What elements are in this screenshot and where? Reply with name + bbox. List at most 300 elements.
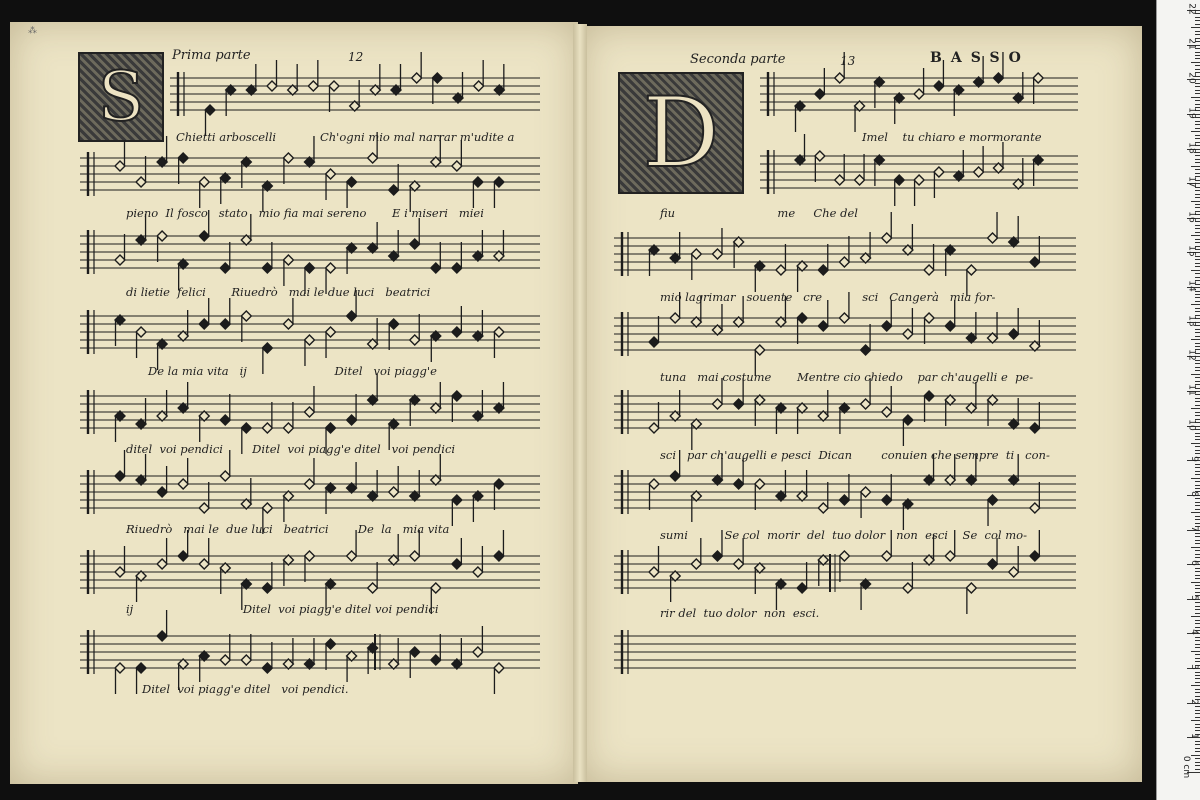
note-head [861,345,871,355]
ruler-tick [1195,332,1200,333]
ruler-tick [1195,65,1200,66]
ruler-tick [1195,169,1200,170]
ruler-tick [1195,696,1200,697]
note-head [267,81,277,91]
ruler-tick [1195,765,1200,766]
note-head [115,161,125,171]
ruler-tick [1195,748,1200,749]
ruler-tick [1195,751,1200,752]
ruler-tick [1191,304,1200,305]
note-head [115,663,125,673]
ruler-number: 20 [1186,72,1197,84]
ruler-number: 3 [1189,664,1200,670]
ruler-tick [1195,381,1200,382]
ruler-tick [1195,706,1200,707]
ruler-number: 18 [1186,141,1197,154]
ruler-number: 2 [1189,698,1200,705]
ruler-tick [1191,720,1200,721]
decorated-initial-d: D [618,72,744,194]
note-head [974,167,984,177]
ruler-tick [1195,20,1200,21]
note-head [262,663,272,673]
note-head [115,567,125,577]
ruler-tick [1195,675,1200,676]
note-head [262,263,272,273]
ruler-tick [1195,519,1200,520]
ruler-tick [1195,336,1200,337]
note-head [326,327,336,337]
ruler-tick [1195,86,1200,87]
note-head [835,73,845,83]
note-head [308,81,318,91]
note-head [734,559,744,569]
note-head [410,647,420,657]
ruler-tick [1195,498,1200,499]
note-head [452,263,462,273]
ruler-tick [1191,755,1200,756]
ruler-tick [1195,568,1200,569]
ruler-tick [1191,201,1200,202]
ruler-tick [1195,727,1200,728]
ruler-number: 6 [1189,560,1200,567]
ruler-tick [1195,138,1200,139]
note-head [670,471,680,481]
right-part-label: Seconda parte [690,52,786,67]
note-head [835,175,845,185]
library-stamp-mark: ⁂ [28,26,37,36]
ruler-tick [1195,543,1200,544]
ruler-tick [1195,516,1200,517]
note-head [205,105,215,115]
note-head [649,567,659,577]
note-head [412,73,422,83]
note-head [157,631,167,641]
note-head [494,479,504,489]
note-head [966,265,976,275]
ruler-number: 11 [1186,384,1197,396]
note-head [410,335,420,345]
note-head [157,231,167,241]
note-head [882,551,892,561]
lyric-line: fiu me Che del [660,206,858,220]
note-head [945,321,955,331]
note-head [1030,257,1040,267]
ruler-tick [1195,363,1200,364]
ruler-tick [1191,235,1200,236]
ruler-tick [1195,623,1200,624]
note-head [389,487,399,497]
ruler-tick [1195,654,1200,655]
ruler-tick [1195,644,1200,645]
note-head [691,559,701,569]
ruler-number: 19 [1186,107,1197,119]
note-head [329,81,339,91]
note-head [220,319,230,329]
ruler-number: 9 [1189,456,1200,463]
note-head [304,407,314,417]
ruler-tick [1191,270,1200,271]
ruler-tick [1195,453,1200,454]
note-head [304,263,314,273]
left-page-number: 12 [348,50,364,64]
ruler-tick [1195,190,1200,191]
note-head [924,265,934,275]
note-head [755,479,765,489]
ruler-tick [1195,194,1200,195]
ruler-tick [1195,769,1200,770]
note-head [347,311,357,321]
note-head [861,487,871,497]
ruler-tick [1195,232,1200,233]
note-head [649,337,659,347]
note-head [368,153,378,163]
ruler-tick [1191,685,1200,686]
ruler-tick [1195,52,1200,53]
ruler-tick [1195,273,1200,274]
note-head [304,479,314,489]
lyric-line: Ditel voi piagg'e ditel voi pendici. [142,682,349,696]
note-head [839,313,849,323]
ruler-tick [1195,367,1200,368]
lyric-line: mio lagrimar souente cre sci Cangerà mia for- [660,290,996,304]
ruler-tick [1195,724,1200,725]
note-head [473,177,483,187]
ruler-tick [1195,242,1200,243]
ruler-number: 15 [1186,245,1197,258]
ruler-tick [1195,481,1200,482]
ruler-tick [1195,592,1200,593]
ruler-unit-label: 0 cm [1180,755,1191,779]
lyric-line: Imel tu chiaro e mormorante [862,130,1042,144]
note-head [283,153,293,163]
ruler-tick [1195,90,1200,91]
note-head [712,249,722,259]
note-head [431,583,441,593]
ruler-tick [1195,225,1200,226]
note-head [199,231,209,241]
ruler-tick [1195,533,1200,534]
ruler-tick [1195,415,1200,416]
ruler-tick [1195,523,1200,524]
note-head [389,319,399,329]
note-head [178,479,188,489]
note-head [1033,73,1043,83]
ruler-tick [1195,266,1200,267]
note-head [494,663,504,673]
note-head [924,313,934,323]
note-head [220,263,230,273]
ruler-tick [1195,433,1200,434]
note-head [199,319,209,329]
ruler-tick [1191,616,1200,617]
note-head [988,559,998,569]
note-head [494,327,504,337]
right-page-number: 13 [840,54,856,68]
ruler-tick [1195,162,1200,163]
note-head [473,567,483,577]
note-head [347,415,357,425]
ruler-tick [1195,762,1200,763]
ruler-tick [1195,412,1200,413]
decorated-initial-s: S [78,52,164,142]
note-head [432,73,442,83]
ruler-tick [1195,471,1200,472]
note-head [903,329,913,339]
ruler-tick [1195,474,1200,475]
note-head [712,551,722,561]
note-head [136,177,146,187]
ruler-tick [1191,651,1200,652]
lyric-line: pieno Il fosco stato mio fia mai sereno E i miseri miei [126,206,484,220]
note-head [283,255,293,265]
ruler-number: 7 [1189,525,1200,532]
ruler-tick [1195,446,1200,447]
ruler-tick [1195,294,1200,295]
ruler-tick [1191,408,1200,409]
note-head [220,655,230,665]
note-head [326,263,336,273]
note-head [1009,567,1019,577]
note-head [712,399,722,409]
ruler-tick [1195,398,1200,399]
ruler-tick [1195,104,1200,105]
note-head [988,495,998,505]
ruler-tick [1195,228,1200,229]
ruler-tick [1195,159,1200,160]
note-head [431,655,441,665]
note-head [894,175,904,185]
note-head [670,313,680,323]
ruler-tick [1195,682,1200,683]
note-head [818,503,828,513]
note-head [283,423,293,433]
note-head [452,495,462,505]
ruler-tick [1195,207,1200,208]
ruler-tick [1195,713,1200,714]
note-head [262,423,272,433]
ruler-tick [1195,578,1200,579]
ruler-tick [1195,485,1200,486]
ruler-tick [1195,602,1200,603]
note-head [262,583,272,593]
ruler-tick [1195,301,1200,302]
note-head [649,423,659,433]
ruler-tick [1195,329,1200,330]
ruler-tick [1195,627,1200,628]
note-head [157,487,167,497]
note-head [815,89,825,99]
note-head [797,313,807,323]
ruler-tick [1195,93,1200,94]
note-head [136,663,146,673]
note-head [914,89,924,99]
note-head [734,399,744,409]
measurement-ruler [1156,0,1200,800]
ruler-tick [1195,640,1200,641]
note-head [326,423,336,433]
note-head [262,503,272,513]
ruler-number: 16 [1186,211,1197,223]
ruler-tick [1195,467,1200,468]
ruler-tick [1195,672,1200,673]
note-head [389,185,399,195]
ruler-tick [1195,308,1200,309]
ruler-tick [1195,488,1200,489]
note-head [368,583,378,593]
note-head [347,177,357,187]
ruler-tick [1191,97,1200,98]
ruler-tick [1195,34,1200,35]
ruler-tick [1195,717,1200,718]
note-head [882,233,892,243]
note-head [157,559,167,569]
ruler-tick [1195,689,1200,690]
ruler-tick [1195,173,1200,174]
note-head [494,551,504,561]
ruler-tick [1191,582,1200,583]
note-head [993,73,1003,83]
note-head [882,407,892,417]
ruler-tick [1195,239,1200,240]
ruler-number: 17 [1186,176,1197,188]
note-head [241,311,251,321]
note-head [924,391,934,401]
ruler-tick [1195,661,1200,662]
note-head [136,327,146,337]
note-head [199,503,209,513]
voice-label: BASSO [930,50,1030,66]
ruler-number: 12 [1186,349,1197,362]
ruler-tick [1195,606,1200,607]
ruler-tick [1195,346,1200,347]
note-head [903,583,913,593]
ruler-tick [1195,311,1200,312]
note-head [839,495,849,505]
ruler-tick [1195,464,1200,465]
ruler-tick [1191,62,1200,63]
note-head [734,479,744,489]
note-head [882,321,892,331]
note-head [220,415,230,425]
ruler-tick [1195,204,1200,205]
note-head [776,265,786,275]
ruler-tick [1195,571,1200,572]
note-head [473,647,483,657]
ruler-tick [1195,259,1200,260]
ruler-number: 5 [1189,594,1200,601]
lyric-line: tuna mai costume Mentre cio chiedo par ch'augelli e pe- [660,370,1034,384]
ruler-tick [1195,741,1200,742]
note-head [914,175,924,185]
note-head [452,391,462,401]
lyric-line: sumi Se col morir del tuo dolor non esci Se col mo- [660,528,1027,542]
note-head [347,551,357,561]
note-head [1009,329,1019,339]
ruler-tick [1195,613,1200,614]
note-head [839,257,849,267]
note-head [199,177,209,187]
ruler-tick [1191,478,1200,479]
note-head [178,551,188,561]
ruler-tick [1195,55,1200,56]
ruler-tick [1195,401,1200,402]
lyric-line: Chietti arboscelli Ch'ogni mio mal narrar m'udite a [176,130,515,144]
lyric-line: rir del tuo dolor non esci. [660,606,820,620]
lyric-line: ij Ditel voi piagg'e ditel voi pendici [126,602,439,616]
note-head [815,151,825,161]
note-head [861,399,871,409]
ruler-tick [1195,69,1200,70]
note-head [304,551,314,561]
note-head [220,471,230,481]
ruler-tick [1195,436,1200,437]
note-head [945,551,955,561]
note-head [988,233,998,243]
note-head [326,169,336,179]
ruler-number: 21 [1186,37,1197,50]
note-head [474,81,484,91]
ruler-tick [1195,263,1200,264]
ruler-tick [1195,17,1200,18]
note-head [649,479,659,489]
ruler-number: 1 [1189,733,1200,740]
ruler-tick [1195,658,1200,659]
ruler-tick [1195,585,1200,586]
ruler-tick [1195,609,1200,610]
note-head [494,177,504,187]
note-head [262,343,272,353]
ruler-tick [1195,575,1200,576]
note-head [115,471,125,481]
ruler-tick [1195,100,1200,101]
note-head [452,327,462,337]
ruler-tick [1195,557,1200,558]
note-head [855,175,865,185]
note-head [966,583,976,593]
ruler-tick [1195,297,1200,298]
ruler-tick [1195,24,1200,25]
note-head [241,423,251,433]
ruler-tick [1195,550,1200,551]
ruler-tick [1195,540,1200,541]
ruler-tick [1195,450,1200,451]
ruler-tick [1195,197,1200,198]
lyric-line: Riuedrò mai le due luci beatrici De la mia vita [126,522,450,536]
note-head [903,415,913,425]
ruler-tick [1195,744,1200,745]
note-head [241,655,251,665]
ruler-tick [1195,692,1200,693]
ruler-number: 10 [1186,418,1197,431]
note-head [326,639,336,649]
ruler-tick [1191,339,1200,340]
ruler-tick [1195,128,1200,129]
note-head [839,551,849,561]
note-head [1030,423,1040,433]
ruler-tick [1195,647,1200,648]
note-head [410,551,420,561]
ruler-tick [1195,678,1200,679]
ruler-tick [1191,443,1200,444]
note-head [115,255,125,265]
ruler-tick [1191,512,1200,513]
ruler-number: 13 [1186,314,1197,327]
ruler-tick [1195,58,1200,59]
ruler-tick [1195,405,1200,406]
note-head [934,167,944,177]
ruler-tick [1191,166,1200,167]
ruler-tick [1195,710,1200,711]
